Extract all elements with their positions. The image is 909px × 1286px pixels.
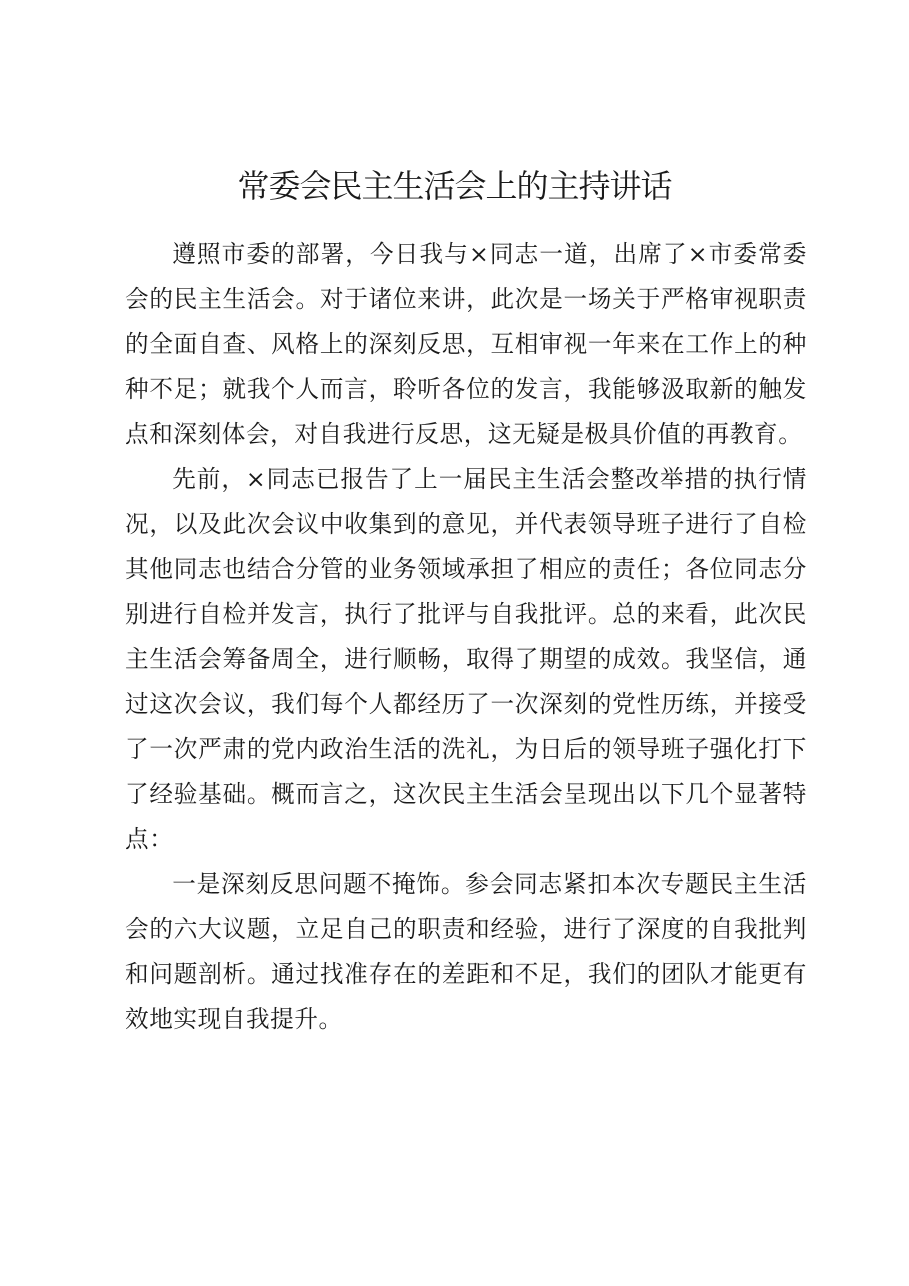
document-title: 常委会民主生活会上的主持讲话 <box>237 167 672 205</box>
paragraph-2: 先前，×同志已报告了上一届民主生活会整改举措的执行情况，以及此次会议中收集到的意见，并代表领导班子进行了自检其他同志也结合分管的业务领域承担了相应的责任；各位同志分别进行自检并发言，执行了批评与自我批评。总的来看，此次民主生活会筹备周全，进行顺畅，取得了期望的成效。我坚信，通过这次会议，我们每个人都经历了一次深刻的党性历练，并接受了一次严肃的党内政治生活的洗礼，为日后的领导班子强化打下了经验基础。概而言之，这次民主生活会呈现出以下几个显著特点： <box>125 465 807 853</box>
paragraph-3: 一是深刻反思问题不掩饰。参会同志紧扣本次专题民主生活会的六大议题，立足自己的职责和经验，进行了深度的自我批判和问题剖析。通过找准存在的差距和不足，我们的团队才能更有效地实现自我提升。 <box>125 870 807 1033</box>
document-body <box>125 232 807 1042</box>
paragraph-1: 遵照市委的部署，今日我与×同志一道，出席了×市委常委会的民主生活会。对于诸位来讲，此次是一场关于严格审视职责的全面自查、风格上的深刻反思，互相审视一年来在工作上的种种不足；就我个人而言，聆听各位的发言，我能够汲取新的触发点和深刻体会，对自我进行反思，这无疑是极具价值的再教育。 <box>125 240 807 448</box>
